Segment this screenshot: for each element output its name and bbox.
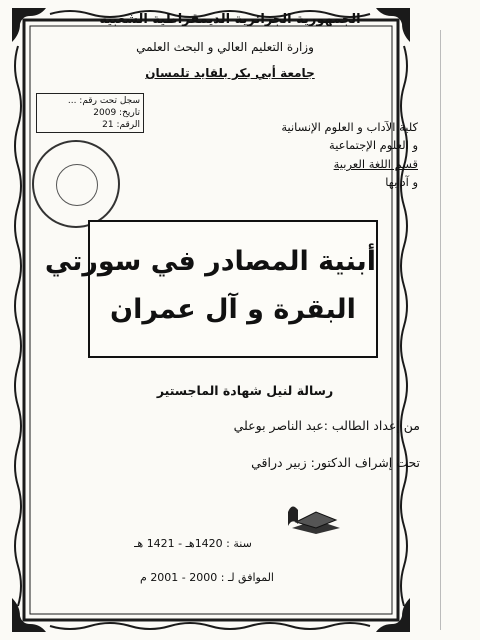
republic-heading: الجمهورية الجزائرية الديمقراطية الشعبية <box>99 12 361 27</box>
ministry-heading: وزارة التعليم العالي و البحث العلمي <box>136 40 314 54</box>
thesis-title-line: أبنية المصادر في سورتي <box>44 246 376 277</box>
department-line: و آدابها <box>385 175 418 189</box>
books-icon <box>286 498 344 536</box>
title-box <box>44 220 378 358</box>
faculty-line: كلية الآداب و العلوم الإنسانية <box>281 120 418 134</box>
year-hijri: سنة : 1420هـ - 1421 هـ <box>134 537 252 550</box>
seal-emblem-icon <box>56 164 98 206</box>
university-heading: جامعة أبي بكر بلقايد تلمسان <box>145 66 315 80</box>
thesis-label: رسالة لنيل شهادة الماجستير <box>156 383 334 398</box>
stamp-line: تاريخ: 2009 <box>93 108 140 118</box>
stamp-line: سجل تحت رقم: ... <box>67 96 140 106</box>
year-gregorian: الموافق لـ : 2000 - 2001 م <box>140 571 274 584</box>
stamp-line: الرقم: 21 <box>102 120 140 130</box>
supervisor: تحت إشراف الدكتور: زبير دراقي <box>251 455 420 470</box>
department-line: قسم اللغة العربية <box>333 157 418 171</box>
library-seal <box>32 140 120 228</box>
scan-edge-line <box>440 30 441 630</box>
faculty-line: و العلوم الإجتماعية <box>329 138 418 152</box>
prepared-by: من إعداد الطالب :عبد الناصر بوعلي <box>233 418 420 433</box>
registration-stamp <box>36 93 144 133</box>
thesis-title-line: البقرة و آل عمران <box>110 294 356 325</box>
